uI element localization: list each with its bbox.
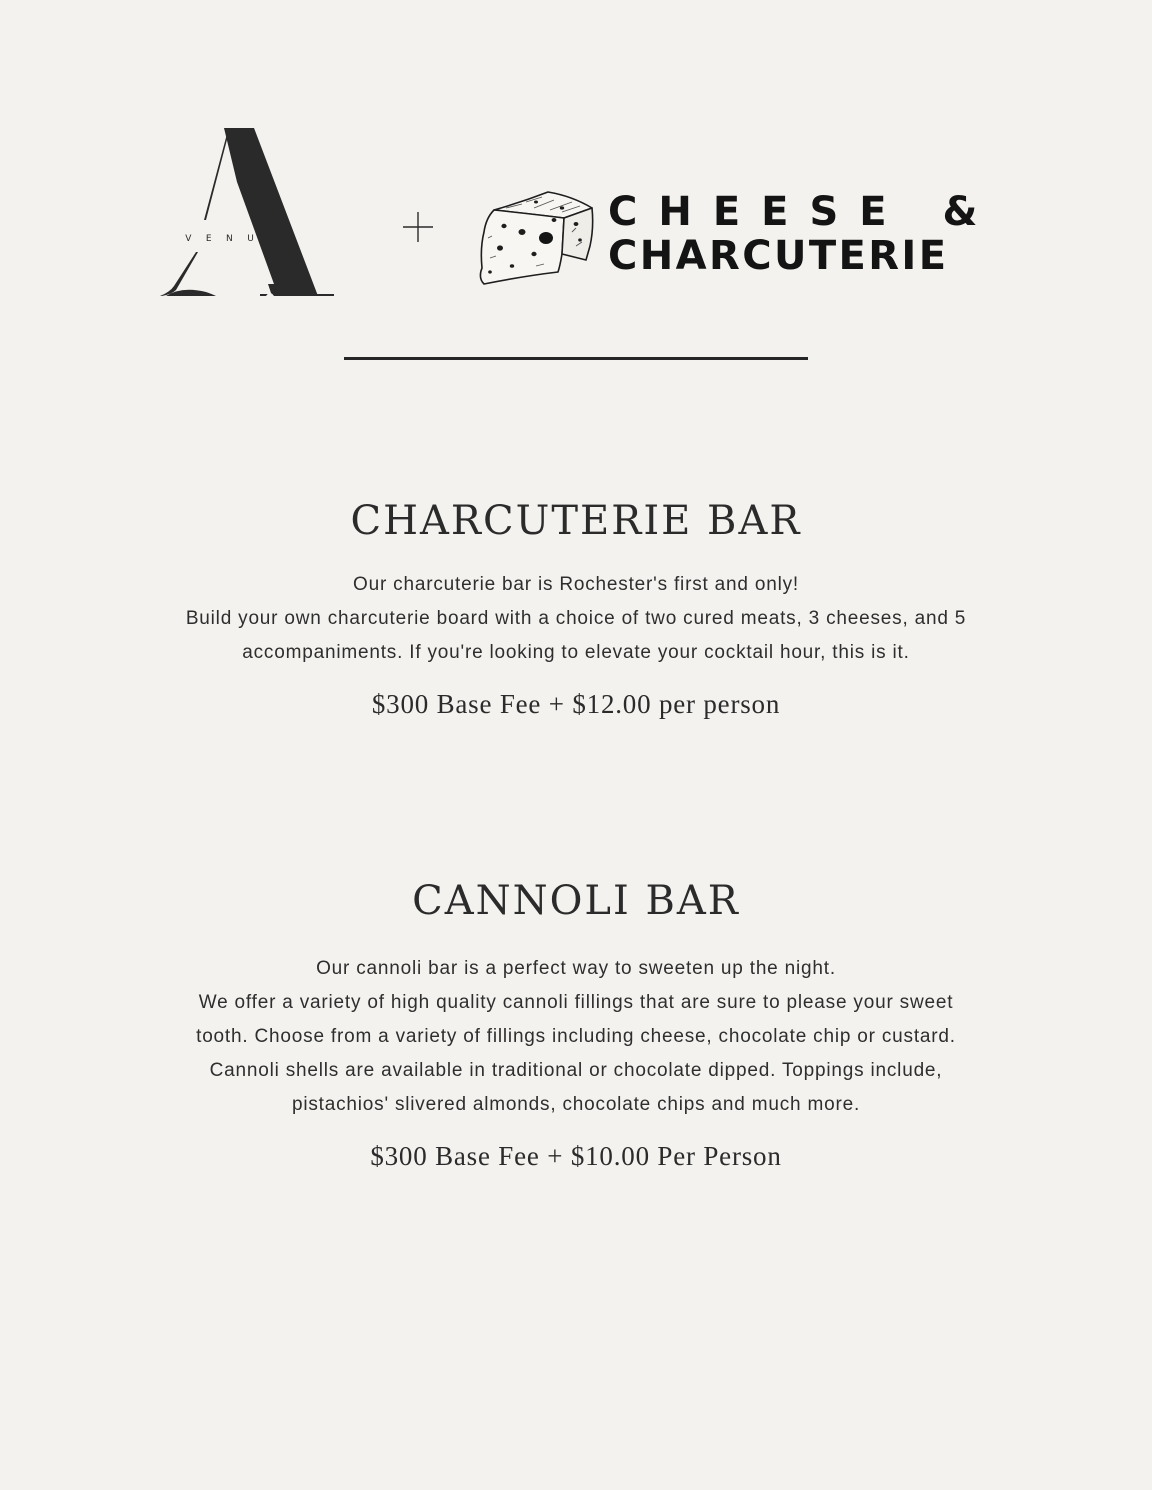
header	[0, 0, 1152, 380]
cheese-wedge-icon	[476, 188, 598, 288]
venues-logo-text: VENUES	[185, 234, 309, 244]
charcuterie-bar-section	[120, 496, 1032, 722]
description-line: Our charcuterie bar is Rochester's first and only!	[353, 574, 799, 595]
partner-logo-line2: CHARCUTERIE	[608, 233, 949, 279]
description-line: Our cannoli bar is a perfect way to sweeten up the night.	[316, 958, 836, 979]
cannoli-bar-section	[120, 876, 1032, 1174]
cannoli-bar-description	[120, 952, 1032, 1122]
cannoli-bar-title: CANNOLI BAR	[412, 878, 740, 924]
description-line: pistachios' slivered almonds, chocolate chips and much more.	[291, 1094, 861, 1115]
description-line: Build your own charcuterie board with a choice of two cured meats, 3 cheeses, and 5	[185, 608, 967, 629]
a-venues-logo	[158, 124, 336, 300]
cannoli-bar-price: $300 Base Fee + $10.00 Per Person	[370, 1141, 782, 1171]
description-line: We offer a variety of high quality cannoli fillings that are sure to please your sweet	[198, 992, 954, 1013]
charcuterie-bar-title: CHARCUTERIE BAR	[350, 498, 802, 544]
partner-logo-line1: CHEESE &	[608, 189, 999, 235]
description-line: tooth. Choose from a variety of fillings including cheese, chocolate chip or custard.	[196, 1026, 956, 1047]
header-divider	[344, 357, 808, 360]
description-line: accompaniments. If you're looking to elevate your cocktail hour, this is it.	[242, 642, 910, 663]
description-line: Cannoli shells are available in traditional or chocolate dipped. Toppings include,	[209, 1060, 943, 1081]
charcuterie-bar-description	[120, 568, 1032, 670]
charcuterie-bar-price: $300 Base Fee + $12.00 per person	[371, 689, 781, 719]
plus-icon	[401, 210, 435, 244]
